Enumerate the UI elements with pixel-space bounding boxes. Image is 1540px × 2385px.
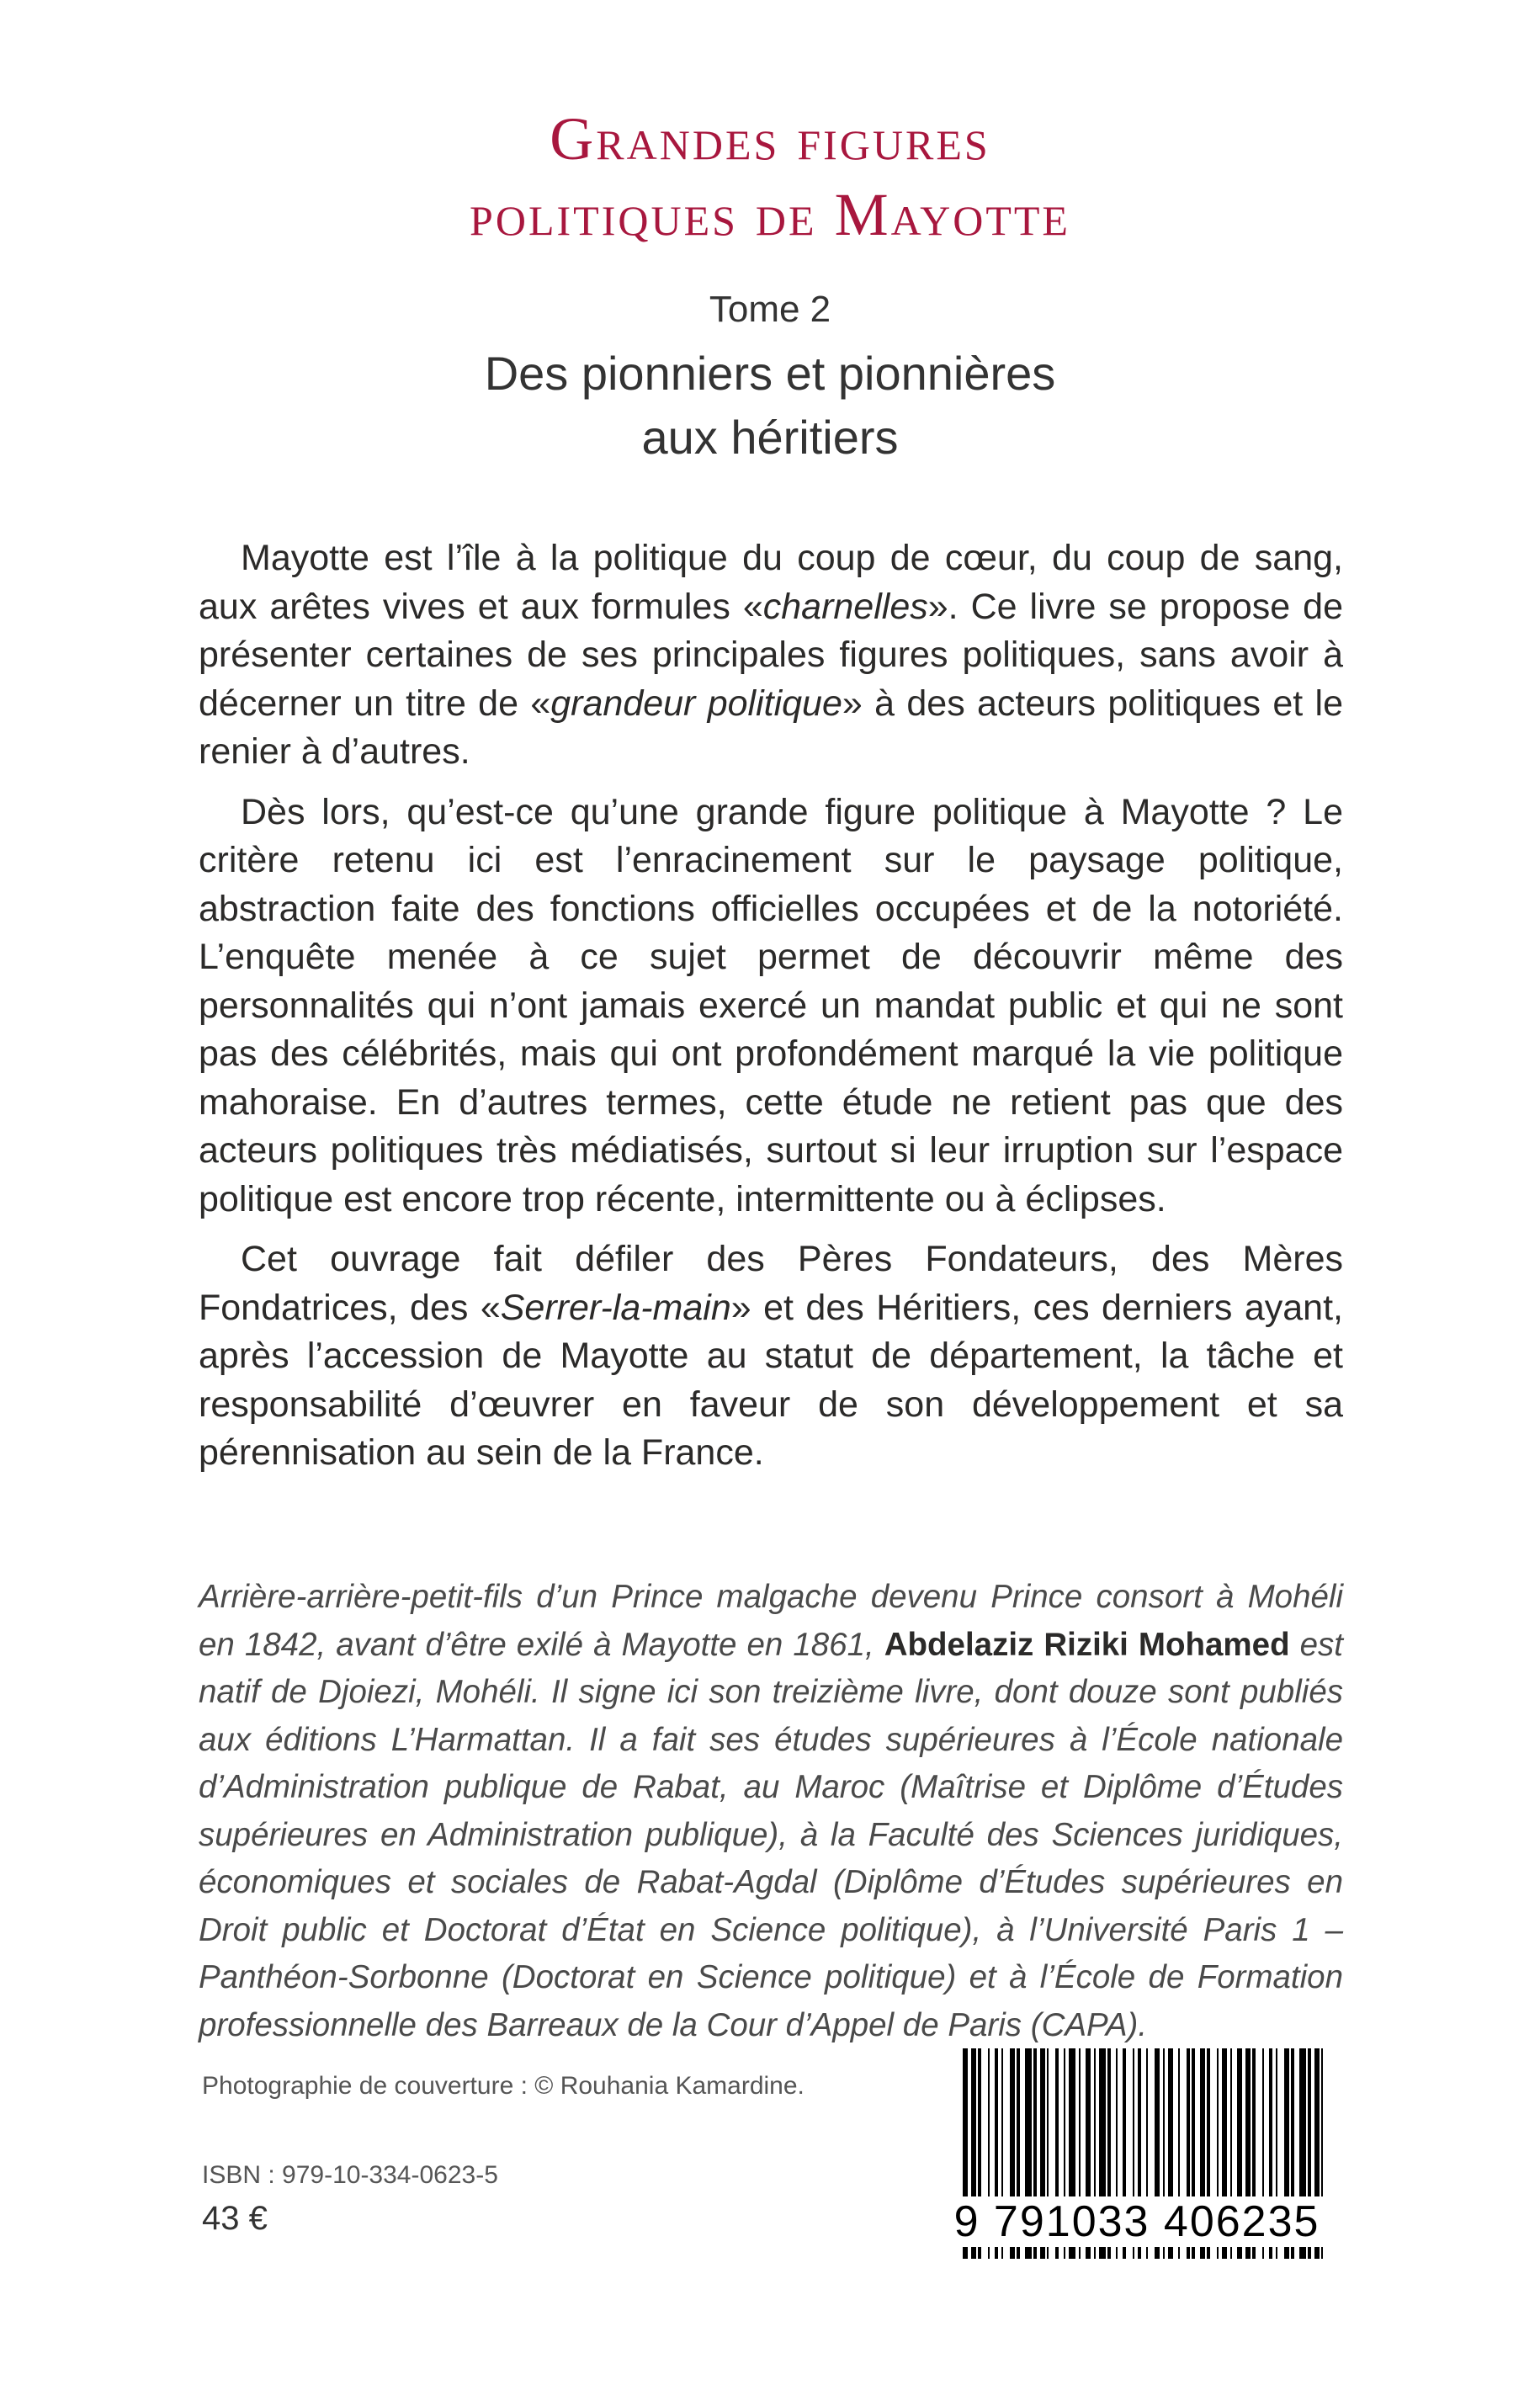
author-name: Abdelaziz Riziki Mohamed [884, 1626, 1290, 1663]
book-summary [199, 534, 1343, 1490]
summary-paragraph-3 [199, 1235, 1343, 1478]
bio-text-a: Arrière-arrière-petit-fils d’un Prince malgache devenu Prince consort à Mohéli en 1842, avant d’être exilé à Mayotte en 1861, [199, 1579, 1343, 1663]
summary-p3-emphasis: Serrer-la-main [500, 1287, 731, 1328]
summary-p1-emphasis-1: charnelles [762, 586, 928, 627]
summary-p1-text-a: Mayotte est l’île à la politique du coup de cœur, du coup de sang, aux arêtes vives et aux formules « [199, 538, 1343, 627]
photo-credit: Photographie de couverture : © Rouhania Kamardine. [202, 2072, 805, 2100]
book-title-line-1: Grandes figures [550, 105, 990, 173]
author-bio [199, 1574, 1343, 2049]
price: 43 € [202, 2200, 268, 2237]
summary-p3-text-a: Cet ouvrage fait défiler des Pères Fondateurs, des Mères Fondatrices, des « [199, 1239, 1343, 1328]
bio-text-b: est natif de Djoiezi, Mohéli. Il signe ici son treizième livre, dont douze sont publiés aux éditions L’Harmattan. Il a fait ses études supérieures à l’École nationale d’Administration publique de Rabat, au Maroc (Maîtrise et Diplôme d’Études supérieures en Administration publique), à la Faculté des Sciences juridiques, économiques et sociales de Rabat-Agdal (Diplôme d’Études supérieures en Droit public et Doctorat d’État en Science politique), à l’Université Paris 1 – Panthéon-Sorbonne (Doctorat en Science politique) et à l’École de Formation professionnelle des Barreaux de la Cour d’Appel de Paris (CAPA). [199, 1626, 1343, 2043]
summary-p1-emphasis-2: grandeur politique [550, 683, 842, 724]
summary-p3-text-b: » et des Héritiers, ces derniers ayant, après l’accession de Mayotte au statut de département, la tâche et responsabilité d’œuvrer en faveur de son développement et sa pérennisation au sein de la France. [199, 1287, 1343, 1473]
subtitle-line-2: aux héritiers [641, 411, 899, 464]
summary-paragraph-1 [199, 534, 1343, 777]
barcode-digits: 9 791033 406235 [939, 2196, 1335, 2247]
summary-p1-text-c: » à des acteurs politiques et le renier à d’autres. [199, 683, 1343, 772]
book-title-line-2: politiques de Mayotte [470, 181, 1070, 248]
subtitle [0, 342, 1540, 470]
tome-label: Tome 2 [709, 289, 831, 330]
title-block [0, 101, 1540, 470]
isbn: ISBN : 979-10-334-0623-5 [202, 2161, 498, 2189]
summary-paragraph-2: Dès lors, qu’est-ce qu’une grande figure politique à Mayotte ? Le critère retenu ici est l’enracinement sur le paysage politique, abstraction faite des fonctions officielles occupées et de la notoriété. L’enquête menée à ce sujet permet de découvrir même des personnalités qui n’ont jamais exercé un mandat public et qui ne sont pas des célébrités, mais qui ont profondément marqué la vie politique mahoraise. En d’autres termes, cette étude ne retient pas que des acteurs politiques très médiatisés, surtout si leur irruption sur l’espace politique est encore trop récente, intermittente ou à éclipses. [199, 791, 1343, 1219]
summary-p1-text-b: ». Ce livre se propose de présenter certaines de ses principales figures politiques, sans avoir à décerner un titre de « [199, 586, 1343, 724]
subtitle-line-1: Des pionniers et pionnières [484, 347, 1056, 400]
